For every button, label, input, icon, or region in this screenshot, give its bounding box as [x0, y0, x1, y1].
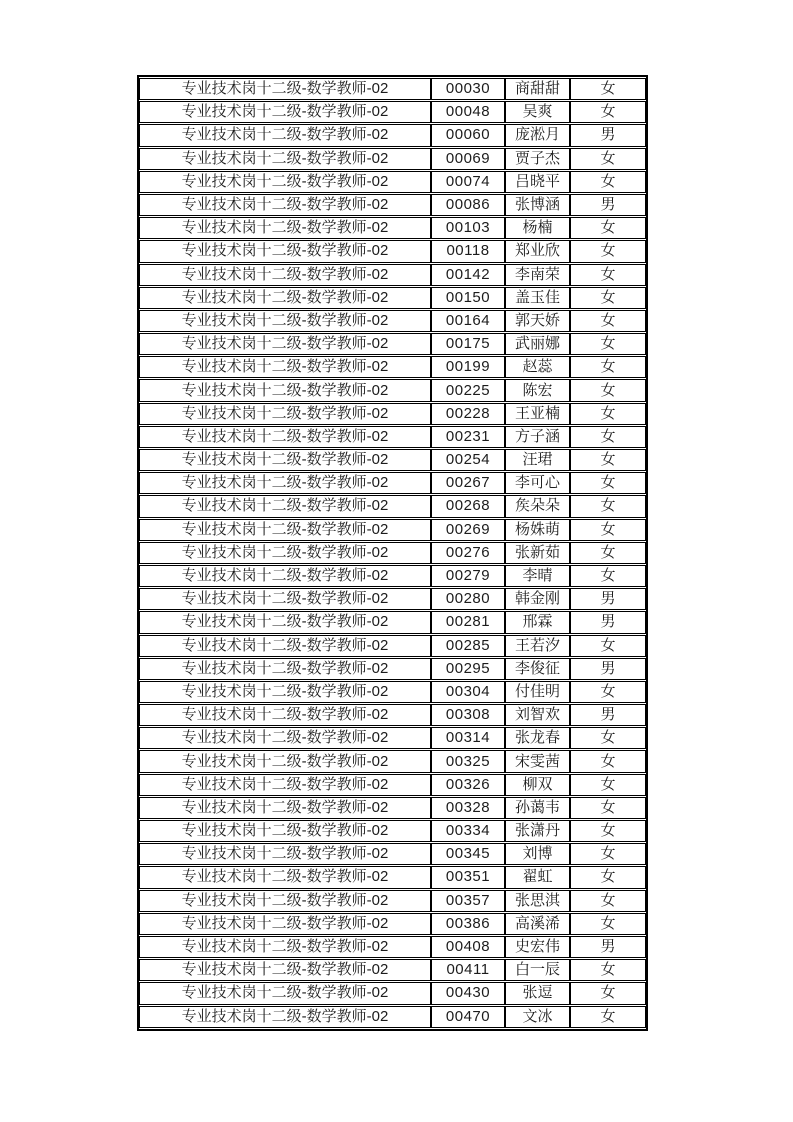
cell-name: 张逗: [505, 982, 570, 1004]
cell-position: 专业技术岗十二级-数学教师-02: [139, 310, 431, 332]
cell-gender: 女: [570, 472, 646, 494]
cell-number: 00150: [431, 287, 505, 309]
cell-gender: 男: [570, 124, 646, 146]
cell-position: 专业技术岗十二级-数学教师-02: [139, 635, 431, 657]
table-row: [139, 379, 646, 401]
cell-gender: 女: [570, 240, 646, 262]
cell-number: 00408: [431, 936, 505, 958]
cell-gender: 女: [570, 379, 646, 401]
cell-name: 张龙春: [505, 727, 570, 749]
table-row: [139, 148, 646, 170]
cell-gender: 女: [570, 797, 646, 819]
cell-name: 李可心: [505, 472, 570, 494]
table-row: [139, 310, 646, 332]
table-row: [139, 727, 646, 749]
cell-gender: 女: [570, 635, 646, 657]
cell-gender: 女: [570, 287, 646, 309]
table-row: [139, 426, 646, 448]
cell-position: 专业技术岗十二级-数学教师-02: [139, 565, 431, 587]
cell-position: 专业技术岗十二级-数学教师-02: [139, 982, 431, 1004]
table-row: [139, 264, 646, 286]
table-row: [139, 588, 646, 610]
table-row: [139, 240, 646, 262]
cell-position: 专业技术岗十二级-数学教师-02: [139, 1006, 431, 1028]
cell-name: 刘智欢: [505, 704, 570, 726]
table-row: [139, 472, 646, 494]
table-row: [139, 217, 646, 239]
cell-number: 00285: [431, 635, 505, 657]
cell-name: 杨姝萌: [505, 519, 570, 541]
cell-position: 专业技术岗十二级-数学教师-02: [139, 287, 431, 309]
cell-number: 00357: [431, 890, 505, 912]
cell-number: 00268: [431, 495, 505, 517]
cell-number: 00118: [431, 240, 505, 262]
cell-number: 00470: [431, 1006, 505, 1028]
cell-position: 专业技术岗十二级-数学教师-02: [139, 959, 431, 981]
cell-position: 专业技术岗十二级-数学教师-02: [139, 542, 431, 564]
cell-name: 汪珺: [505, 449, 570, 471]
cell-gender: 女: [570, 866, 646, 888]
table-row: [139, 843, 646, 865]
cell-gender: 女: [570, 727, 646, 749]
cell-number: 00430: [431, 982, 505, 1004]
cell-position: 专业技术岗十二级-数学教师-02: [139, 124, 431, 146]
cell-name: 矦朵朵: [505, 495, 570, 517]
cell-gender: 女: [570, 913, 646, 935]
cell-position: 专业技术岗十二级-数学教师-02: [139, 217, 431, 239]
table-row: [139, 78, 646, 100]
cell-position: 专业技术岗十二级-数学教师-02: [139, 495, 431, 517]
table-row: [139, 171, 646, 193]
cell-gender: 男: [570, 588, 646, 610]
table-row: [139, 820, 646, 842]
cell-gender: 女: [570, 565, 646, 587]
cell-name: 贾子杰: [505, 148, 570, 170]
cell-position: 专业技术岗十二级-数学教师-02: [139, 936, 431, 958]
table-row: [139, 194, 646, 216]
cell-number: 00334: [431, 820, 505, 842]
cell-position: 专业技术岗十二级-数学教师-02: [139, 797, 431, 819]
cell-position: 专业技术岗十二级-数学教师-02: [139, 426, 431, 448]
cell-position: 专业技术岗十二级-数学教师-02: [139, 194, 431, 216]
table-row: [139, 681, 646, 703]
cell-gender: 女: [570, 333, 646, 355]
cell-position: 专业技术岗十二级-数学教师-02: [139, 750, 431, 772]
cell-name: 史宏伟: [505, 936, 570, 958]
cell-gender: 男: [570, 611, 646, 633]
cell-gender: 女: [570, 148, 646, 170]
table-row: [139, 704, 646, 726]
cell-number: 00231: [431, 426, 505, 448]
cell-position: 专业技术岗十二级-数学教师-02: [139, 240, 431, 262]
cell-name: 柳双: [505, 774, 570, 796]
table-row: [139, 542, 646, 564]
table-row: [139, 124, 646, 146]
cell-gender: 女: [570, 264, 646, 286]
cell-number: 00325: [431, 750, 505, 772]
cell-position: 专业技术岗十二级-数学教师-02: [139, 101, 431, 123]
cell-gender: 女: [570, 750, 646, 772]
cell-name: 盖玉佳: [505, 287, 570, 309]
cell-name: 邢霖: [505, 611, 570, 633]
cell-gender: 女: [570, 171, 646, 193]
cell-gender: 男: [570, 936, 646, 958]
cell-position: 专业技术岗十二级-数学教师-02: [139, 588, 431, 610]
cell-number: 00279: [431, 565, 505, 587]
cell-number: 00328: [431, 797, 505, 819]
cell-number: 00295: [431, 658, 505, 680]
cell-number: 00103: [431, 217, 505, 239]
cell-position: 专业技术岗十二级-数学教师-02: [139, 866, 431, 888]
cell-number: 00345: [431, 843, 505, 865]
cell-gender: 女: [570, 519, 646, 541]
cell-number: 00048: [431, 101, 505, 123]
cell-gender: 女: [570, 982, 646, 1004]
cell-gender: 女: [570, 217, 646, 239]
cell-name: 张博涵: [505, 194, 570, 216]
cell-gender: 男: [570, 704, 646, 726]
applicants-table: [139, 77, 646, 1029]
cell-gender: 女: [570, 959, 646, 981]
cell-name: 张思淇: [505, 890, 570, 912]
cell-position: 专业技术岗十二级-数学教师-02: [139, 333, 431, 355]
cell-name: 李俊征: [505, 658, 570, 680]
table-row: [139, 982, 646, 1004]
cell-number: 00308: [431, 704, 505, 726]
table-row: [139, 866, 646, 888]
cell-name: 吴爽: [505, 101, 570, 123]
cell-number: 00228: [431, 403, 505, 425]
cell-number: 00276: [431, 542, 505, 564]
cell-position: 专业技术岗十二级-数学教师-02: [139, 820, 431, 842]
roster-table-container: [137, 75, 648, 1031]
table-row: [139, 101, 646, 123]
cell-position: 专业技术岗十二级-数学教师-02: [139, 519, 431, 541]
cell-position: 专业技术岗十二级-数学教师-02: [139, 78, 431, 100]
table-row: [139, 658, 646, 680]
cell-name: 商甜甜: [505, 78, 570, 100]
cell-number: 00386: [431, 913, 505, 935]
cell-position: 专业技术岗十二级-数学教师-02: [139, 449, 431, 471]
table-row: [139, 333, 646, 355]
cell-name: 翟虹: [505, 866, 570, 888]
cell-gender: 女: [570, 356, 646, 378]
cell-name: 赵蕊: [505, 356, 570, 378]
table-row: [139, 449, 646, 471]
cell-number: 00199: [431, 356, 505, 378]
table-row: [139, 890, 646, 912]
cell-name: 李晴: [505, 565, 570, 587]
cell-number: 00280: [431, 588, 505, 610]
cell-name: 白一辰: [505, 959, 570, 981]
cell-gender: 女: [570, 843, 646, 865]
table-row: [139, 495, 646, 517]
table-row: [139, 287, 646, 309]
cell-name: 孙蔼韦: [505, 797, 570, 819]
cell-number: 00069: [431, 148, 505, 170]
table-row: [139, 356, 646, 378]
cell-name: 吕晓平: [505, 171, 570, 193]
cell-gender: 男: [570, 194, 646, 216]
cell-gender: 女: [570, 310, 646, 332]
cell-gender: 女: [570, 542, 646, 564]
cell-name: 陈宏: [505, 379, 570, 401]
cell-name: 高溪浠: [505, 913, 570, 935]
cell-name: 杨楠: [505, 217, 570, 239]
cell-name: 武丽娜: [505, 333, 570, 355]
applicants-table-body: [139, 78, 646, 1028]
cell-name: 王亚楠: [505, 403, 570, 425]
cell-number: 00254: [431, 449, 505, 471]
cell-gender: 女: [570, 820, 646, 842]
cell-gender: 女: [570, 426, 646, 448]
cell-name: 刘博: [505, 843, 570, 865]
table-row: [139, 519, 646, 541]
cell-gender: 女: [570, 681, 646, 703]
cell-name: 宋雯茜: [505, 750, 570, 772]
cell-position: 专业技术岗十二级-数学教师-02: [139, 890, 431, 912]
cell-name: 郑业欣: [505, 240, 570, 262]
cell-position: 专业技术岗十二级-数学教师-02: [139, 843, 431, 865]
cell-number: 00060: [431, 124, 505, 146]
cell-name: 文冰: [505, 1006, 570, 1028]
cell-number: 00314: [431, 727, 505, 749]
cell-number: 00086: [431, 194, 505, 216]
cell-position: 专业技术岗十二级-数学教师-02: [139, 774, 431, 796]
cell-position: 专业技术岗十二级-数学教师-02: [139, 611, 431, 633]
cell-number: 00164: [431, 310, 505, 332]
cell-name: 张新茹: [505, 542, 570, 564]
cell-position: 专业技术岗十二级-数学教师-02: [139, 913, 431, 935]
cell-number: 00269: [431, 519, 505, 541]
table-row: [139, 565, 646, 587]
cell-gender: 女: [570, 78, 646, 100]
cell-gender: 男: [570, 658, 646, 680]
cell-position: 专业技术岗十二级-数学教师-02: [139, 403, 431, 425]
cell-gender: 女: [570, 495, 646, 517]
cell-position: 专业技术岗十二级-数学教师-02: [139, 148, 431, 170]
cell-number: 00030: [431, 78, 505, 100]
cell-position: 专业技术岗十二级-数学教师-02: [139, 356, 431, 378]
cell-number: 00351: [431, 866, 505, 888]
table-row: [139, 936, 646, 958]
cell-gender: 女: [570, 774, 646, 796]
cell-name: 李南荣: [505, 264, 570, 286]
cell-name: 王若汐: [505, 635, 570, 657]
table-row: [139, 611, 646, 633]
table-row: [139, 774, 646, 796]
cell-number: 00074: [431, 171, 505, 193]
cell-position: 专业技术岗十二级-数学教师-02: [139, 264, 431, 286]
cell-number: 00326: [431, 774, 505, 796]
table-row: [139, 635, 646, 657]
cell-position: 专业技术岗十二级-数学教师-02: [139, 472, 431, 494]
table-row: [139, 913, 646, 935]
cell-number: 00411: [431, 959, 505, 981]
cell-position: 专业技术岗十二级-数学教师-02: [139, 658, 431, 680]
cell-gender: 女: [570, 403, 646, 425]
cell-position: 专业技术岗十二级-数学教师-02: [139, 727, 431, 749]
cell-gender: 女: [570, 449, 646, 471]
cell-number: 00281: [431, 611, 505, 633]
cell-position: 专业技术岗十二级-数学教师-02: [139, 681, 431, 703]
cell-number: 00175: [431, 333, 505, 355]
cell-number: 00225: [431, 379, 505, 401]
table-row: [139, 1006, 646, 1028]
table-row: [139, 403, 646, 425]
cell-number: 00304: [431, 681, 505, 703]
cell-name: 郭天娇: [505, 310, 570, 332]
cell-number: 00142: [431, 264, 505, 286]
cell-number: 00267: [431, 472, 505, 494]
table-row: [139, 959, 646, 981]
cell-name: 韩金刚: [505, 588, 570, 610]
cell-position: 专业技术岗十二级-数学教师-02: [139, 379, 431, 401]
cell-name: 庞淞月: [505, 124, 570, 146]
cell-name: 张潇丹: [505, 820, 570, 842]
cell-name: 付佳明: [505, 681, 570, 703]
table-row: [139, 797, 646, 819]
cell-position: 专业技术岗十二级-数学教师-02: [139, 704, 431, 726]
cell-gender: 女: [570, 101, 646, 123]
cell-position: 专业技术岗十二级-数学教师-02: [139, 171, 431, 193]
cell-gender: 女: [570, 1006, 646, 1028]
table-row: [139, 750, 646, 772]
cell-name: 方子涵: [505, 426, 570, 448]
cell-gender: 女: [570, 890, 646, 912]
